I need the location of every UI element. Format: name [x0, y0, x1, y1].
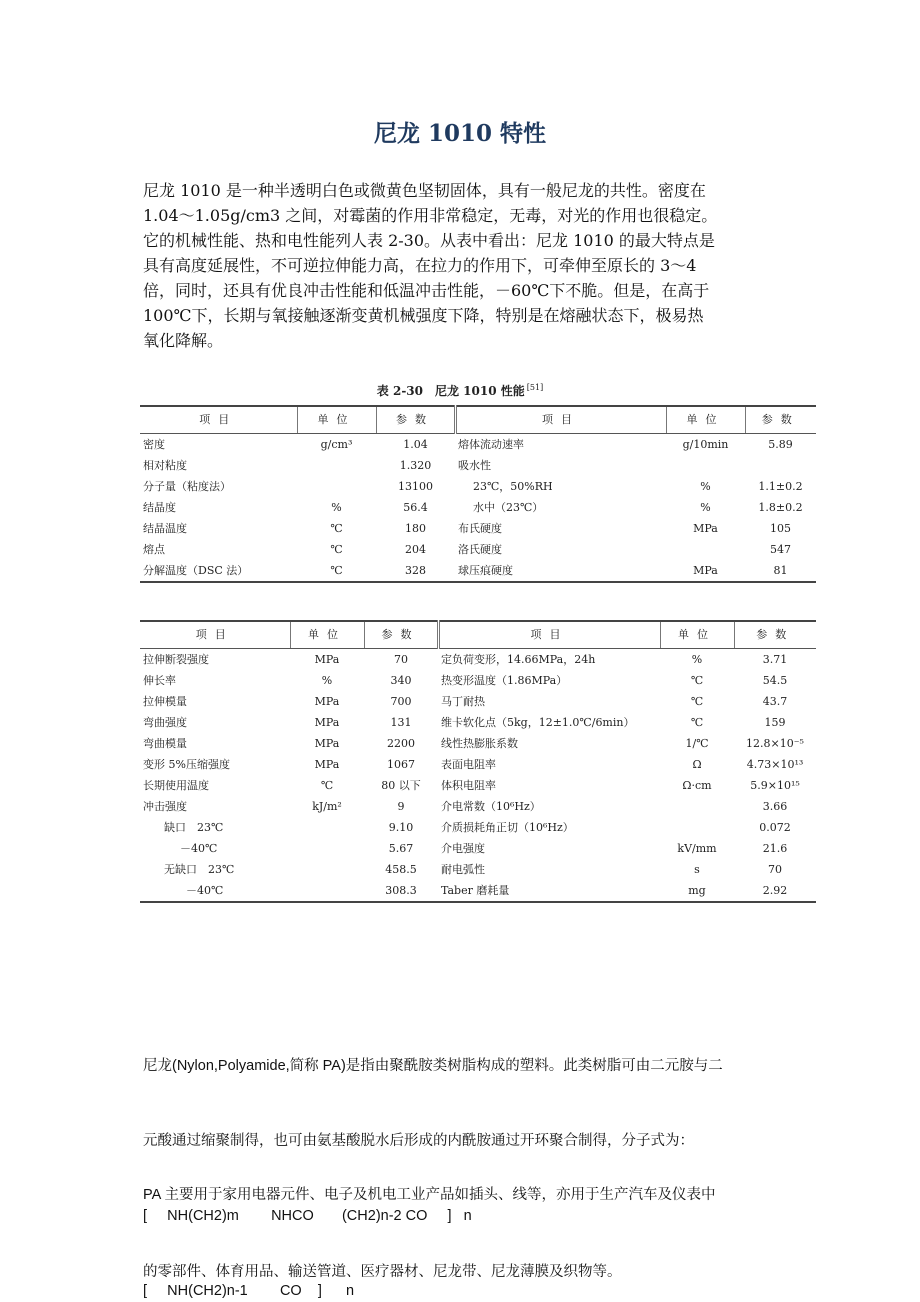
property-value: 0.072: [759, 820, 791, 834]
property-name: 密度: [143, 437, 165, 451]
text-line: 氧化降解。: [143, 331, 224, 350]
property-unit: [290, 817, 364, 838]
property-unit: ℃: [330, 542, 343, 556]
property-unit: kV/mm: [677, 841, 717, 855]
property-name: 23℃，50%RH: [473, 479, 553, 493]
property-name: 缺口 23℃: [164, 820, 224, 834]
property-value: 43.7: [762, 694, 788, 708]
table-row: [140, 455, 816, 476]
property-value: 159: [764, 715, 786, 729]
property-value: 547: [770, 542, 791, 556]
column-header: 参数: [745, 406, 816, 434]
property-name: 洛氏硬度: [458, 542, 502, 556]
text-line: 尼龙 1010 是一种半透明白色或微黄色坚韧固体，具有一般尼龙的共性。密度在: [143, 181, 706, 200]
property-name: 维卡软化点（5kg，12±1.0℃/6min）: [441, 715, 635, 729]
property-name: 拉伸模量: [143, 694, 187, 708]
property-value: 5.67: [388, 841, 414, 855]
column-header: 项目: [140, 621, 290, 649]
property-name: 马丁耐热: [441, 694, 485, 708]
formula-line: [ NH(CH2)n-1 CO ] n: [143, 1283, 355, 1299]
property-value: 1.04: [403, 437, 428, 451]
property-unit: [290, 838, 364, 859]
property-value: 180: [405, 521, 426, 535]
text-line: 元酸通过缩聚制得，也可由氨基酸脱水后形成的内酰胺通过开环聚合制得，分子式为：: [143, 1133, 694, 1149]
table-row: [140, 775, 816, 796]
text-line: 倍，同时，还具有优良冲击性能和低温冲击性能，－60℃下不脆。但是，在高于: [143, 281, 710, 300]
property-name: 相对粘度: [143, 458, 187, 472]
properties-table-1: [140, 405, 816, 583]
property-unit: [297, 476, 376, 497]
intro-paragraph: [143, 178, 843, 353]
property-unit: %: [700, 479, 711, 493]
property-name: Taber 磨耗量: [441, 883, 510, 897]
table-caption: [0, 382, 920, 400]
table-row: [140, 754, 816, 775]
column-header: 参数: [364, 621, 438, 649]
property-unit: %: [321, 673, 333, 687]
property-unit: %: [331, 500, 342, 514]
header-row: [140, 406, 816, 434]
property-unit: MPa: [314, 736, 340, 750]
property-value: 204: [405, 542, 426, 556]
text-line: 尼龙(Nylon,Polyamide,简称 PA)是指由聚酰胺类树脂构成的塑料。此类树脂可由二元胺与二: [143, 1058, 723, 1074]
table-row: [140, 859, 816, 880]
property-value: 458.5: [385, 862, 417, 876]
property-value: 131: [390, 715, 412, 729]
text-line: 1.04～1.05g/cm3 之间，对霉菌的作用非常稳定，无毒，对光的作用也很稳定。: [143, 206, 718, 225]
table-row: [140, 434, 816, 456]
property-value: 12.8×10⁻⁵: [746, 736, 804, 750]
property-value: 81: [773, 563, 788, 577]
table-row: [140, 497, 816, 518]
header-row: [140, 621, 816, 649]
property-unit: 1/℃: [685, 736, 709, 750]
property-value: 54.5: [762, 673, 788, 687]
property-value: 105: [770, 521, 791, 535]
property-name: 球压痕硬度: [458, 563, 513, 577]
table-row: [140, 733, 816, 754]
formula-line: [ NH(CH2)m NHCO (CH2)n-2 CO ] n: [143, 1208, 472, 1224]
property-name: 吸水性: [458, 458, 491, 472]
column-header: 单位: [297, 406, 376, 434]
table-row: [140, 796, 816, 817]
property-name: 体积电阻率: [441, 778, 496, 792]
property-value: 1.320: [399, 458, 432, 472]
property-unit: ℃: [330, 563, 343, 577]
table-row: [140, 691, 816, 712]
property-name: 变形 5%压缩强度: [143, 757, 230, 771]
table-row: [140, 880, 816, 902]
property-value: 340: [390, 673, 412, 687]
property-unit: Ω: [692, 757, 702, 771]
text-line: 100℃下，长期与氧接触逐渐变黄机械强度下降，特别是在熔融状态下，极易热: [143, 306, 704, 325]
property-value: 4.73×10¹³: [746, 757, 804, 771]
properties-table-2: [140, 620, 816, 903]
property-name: 弯曲强度: [143, 715, 187, 729]
column-header: 参数: [376, 406, 455, 434]
property-unit: ℃: [320, 778, 334, 792]
property-value: 5.89: [768, 437, 793, 451]
property-unit: %: [691, 652, 703, 666]
property-value: 1.1±0.2: [758, 479, 803, 493]
text-line: 的零部件、体育用品、输送管道、医疗器材、尼龙带、尼龙薄膜及织物等。: [143, 1264, 622, 1280]
property-name: －40℃: [186, 883, 224, 897]
property-value: 2200: [387, 736, 415, 750]
property-unit: g/10min: [682, 437, 729, 451]
property-name: 分解温度（DSC 法）: [143, 563, 249, 577]
property-name: 分子量（粘度法）: [143, 479, 231, 493]
column-header: 单位: [660, 621, 734, 649]
property-value: 70: [394, 652, 408, 666]
property-value: 80 以下: [381, 778, 421, 792]
property-unit: MPa: [693, 521, 718, 535]
table-row: [140, 560, 816, 582]
property-name: 热变形温度（1.86MPa）: [441, 673, 568, 687]
property-value: 13100: [398, 479, 433, 493]
property-value: 1.8±0.2: [758, 500, 803, 514]
property-unit: ℃: [690, 715, 704, 729]
property-name: 结晶温度: [143, 521, 187, 535]
table-row: [140, 518, 816, 539]
property-unit: [290, 859, 364, 880]
property-unit: [660, 817, 734, 838]
property-name: 表面电阻率: [441, 757, 496, 771]
property-unit: MPa: [314, 652, 340, 666]
property-name: 伸长率: [143, 673, 176, 687]
property-name: 水中（23℃）: [473, 500, 544, 514]
column-header: 参数: [734, 621, 816, 649]
property-value: 5.9×10¹⁵: [750, 778, 800, 792]
column-header: 项目: [438, 621, 660, 649]
property-value: 9: [397, 799, 405, 813]
property-unit: [666, 539, 745, 560]
property-unit: ℃: [330, 521, 343, 535]
pa-paragraph: [143, 1132, 716, 1302]
property-value: [745, 455, 816, 476]
page-title: 尼龙 1010 特性: [373, 120, 547, 147]
property-name: 弯曲模量: [143, 736, 187, 750]
table-row: [140, 670, 816, 691]
column-header: 项目: [455, 406, 666, 434]
property-name: 结晶度: [143, 500, 176, 514]
property-name: 介质损耗角正切（10⁶Hz）: [441, 820, 574, 834]
text-line: 具有高度延展性，不可逆拉伸能力高，在拉力的作用下，可牵伸至原长的 3～4: [143, 256, 697, 275]
property-unit: [290, 880, 364, 902]
property-value: 9.10: [388, 820, 414, 834]
property-name: 无缺口 23℃: [164, 862, 235, 876]
property-unit: mg: [688, 883, 706, 897]
property-value: 328: [405, 563, 426, 577]
text-line: PA 主要用于家用电器元件、电子及机电工业产品如插头、线等，亦用于生产汽车及仪表中: [143, 1187, 716, 1203]
property-name: 长期使用温度: [143, 778, 209, 792]
property-value: 308.3: [385, 883, 417, 897]
property-name: 熔体流动速率: [458, 437, 524, 451]
column-header: 项目: [140, 406, 297, 434]
property-value: 1067: [387, 757, 415, 771]
text-line: 它的机械性能、热和电性能列人表 2-30。从表中看出：尼龙 1010 的最大特点是: [143, 231, 715, 250]
property-value: 3.71: [762, 652, 788, 666]
property-unit: MPa: [314, 715, 340, 729]
property-unit: %: [700, 500, 711, 514]
property-unit: s: [694, 862, 700, 876]
property-value: 56.4: [403, 500, 428, 514]
table-row: [140, 817, 816, 838]
property-name: －40℃: [180, 841, 218, 855]
property-name: 介电强度: [441, 841, 485, 855]
property-unit: [660, 796, 734, 817]
property-name: 冲击强度: [143, 799, 187, 813]
property-value: 3.66: [762, 799, 788, 813]
property-unit: kJ/m²: [312, 799, 342, 813]
property-name: 耐电弧性: [441, 862, 485, 876]
caption-reference: [51]: [526, 383, 544, 392]
caption-text: 表 2-30 尼龙 1010 性能: [376, 384, 525, 398]
property-name: 定负荷变形，14.66MPa，24h: [441, 652, 596, 666]
property-value: 70: [768, 862, 782, 876]
property-unit: [666, 455, 745, 476]
property-value: 700: [390, 694, 412, 708]
column-header: 单位: [290, 621, 364, 649]
property-value: 21.6: [762, 841, 788, 855]
property-name: 线性热膨胀系数: [441, 736, 518, 750]
property-unit: g/cm³: [320, 437, 353, 451]
property-name: 熔点: [143, 542, 165, 556]
property-unit: [297, 455, 376, 476]
property-unit: ℃: [690, 673, 704, 687]
property-unit: Ω·cm: [682, 778, 712, 792]
column-header: 单位: [666, 406, 745, 434]
property-value: 2.92: [762, 883, 788, 897]
table-row: [140, 838, 816, 859]
property-unit: MPa: [314, 757, 340, 771]
property-unit: MPa: [314, 694, 340, 708]
table-row: [140, 712, 816, 733]
property-unit: ℃: [690, 694, 704, 708]
table-row: [140, 649, 816, 671]
property-name: 介电常数（10⁶Hz）: [441, 799, 541, 813]
table-row: [140, 476, 816, 497]
property-name: 拉伸断裂强度: [143, 652, 209, 666]
property-unit: MPa: [693, 563, 718, 577]
table-row: [140, 539, 816, 560]
property-name: 布氏硬度: [458, 521, 502, 535]
